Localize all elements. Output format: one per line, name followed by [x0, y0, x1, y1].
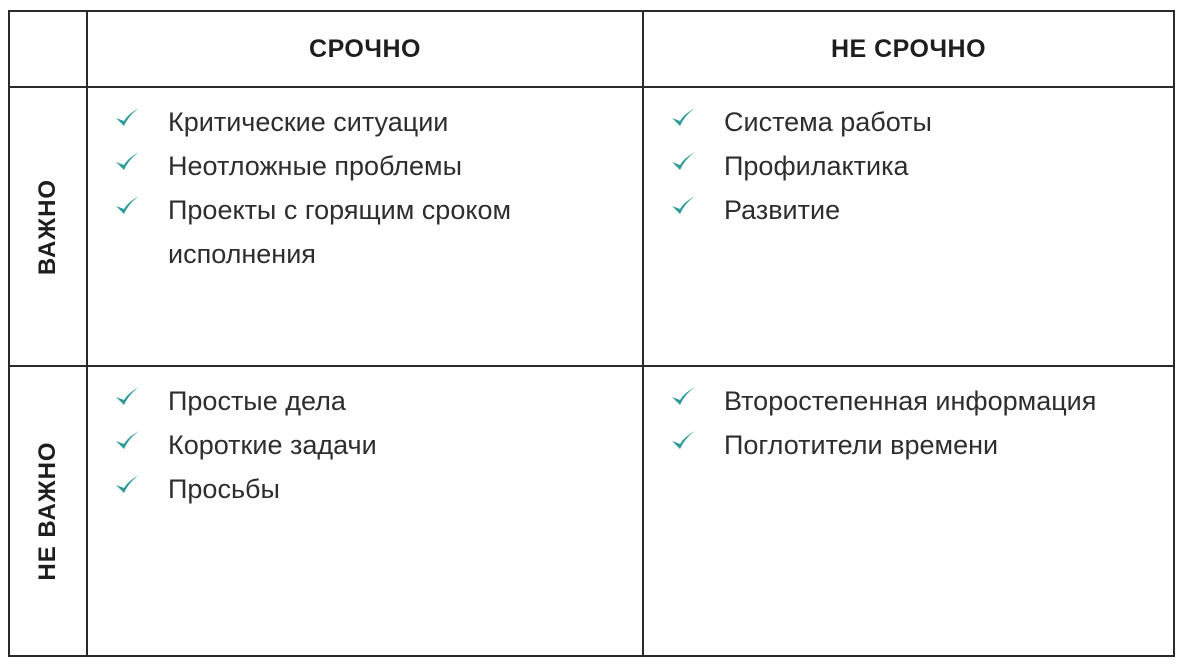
list-item-label: Критические ситуации [168, 107, 449, 137]
list-item [88, 144, 642, 188]
list-item-label: Проекты с горящим сроком исполнения [168, 195, 512, 269]
check-icon [114, 106, 140, 130]
check-icon [114, 473, 140, 497]
list-item [644, 144, 1173, 188]
quadrant-important-urgent [87, 87, 643, 366]
row-label-important: ВАЖНО [34, 178, 61, 275]
check-icon [670, 106, 696, 130]
check-icon [114, 150, 140, 174]
list-item [88, 423, 642, 467]
list-item-label: Профилактика [724, 151, 909, 181]
task-list [644, 367, 1173, 467]
list-item-label: Короткие задачи [168, 430, 377, 460]
row-header-important [9, 87, 87, 366]
list-item [644, 379, 1173, 423]
corner-cell [9, 11, 87, 87]
list-item-label: Развитие [724, 195, 841, 225]
list-item-label: Система работы [724, 107, 932, 137]
list-item-label: Просьбы [168, 474, 280, 504]
list-item [88, 379, 642, 423]
task-list [88, 367, 642, 511]
check-icon [114, 429, 140, 453]
check-icon [670, 150, 696, 174]
check-icon [670, 194, 696, 218]
row-header-not-important [9, 366, 87, 656]
quadrant-important-not-urgent [643, 87, 1174, 366]
task-list [644, 88, 1173, 232]
row-not-important [9, 366, 1174, 656]
eisenhower-matrix [8, 10, 1175, 657]
header-urgent: СРОЧНО [87, 11, 643, 87]
list-item [88, 100, 642, 144]
list-item-label: Поглотители времени [724, 430, 999, 460]
task-list [88, 88, 642, 276]
header-not-urgent: НЕ СРОЧНО [643, 11, 1174, 87]
check-icon [670, 385, 696, 409]
list-item [644, 100, 1173, 144]
list-item [644, 188, 1173, 232]
list-item [88, 188, 642, 276]
list-item-label: Второстепенная информация [724, 386, 1097, 416]
quadrant-not-important-urgent [87, 366, 643, 656]
header-row [9, 11, 1174, 87]
row-label-not-important: НЕ ВАЖНО [34, 441, 61, 581]
list-item [644, 423, 1173, 467]
check-icon [670, 429, 696, 453]
list-item-label: Неотложные проблемы [168, 151, 463, 181]
check-icon [114, 194, 140, 218]
list-item [88, 467, 642, 511]
quadrant-not-important-not-urgent [643, 366, 1174, 656]
check-icon [114, 385, 140, 409]
list-item-label: Простые дела [168, 386, 346, 416]
row-important [9, 87, 1174, 366]
